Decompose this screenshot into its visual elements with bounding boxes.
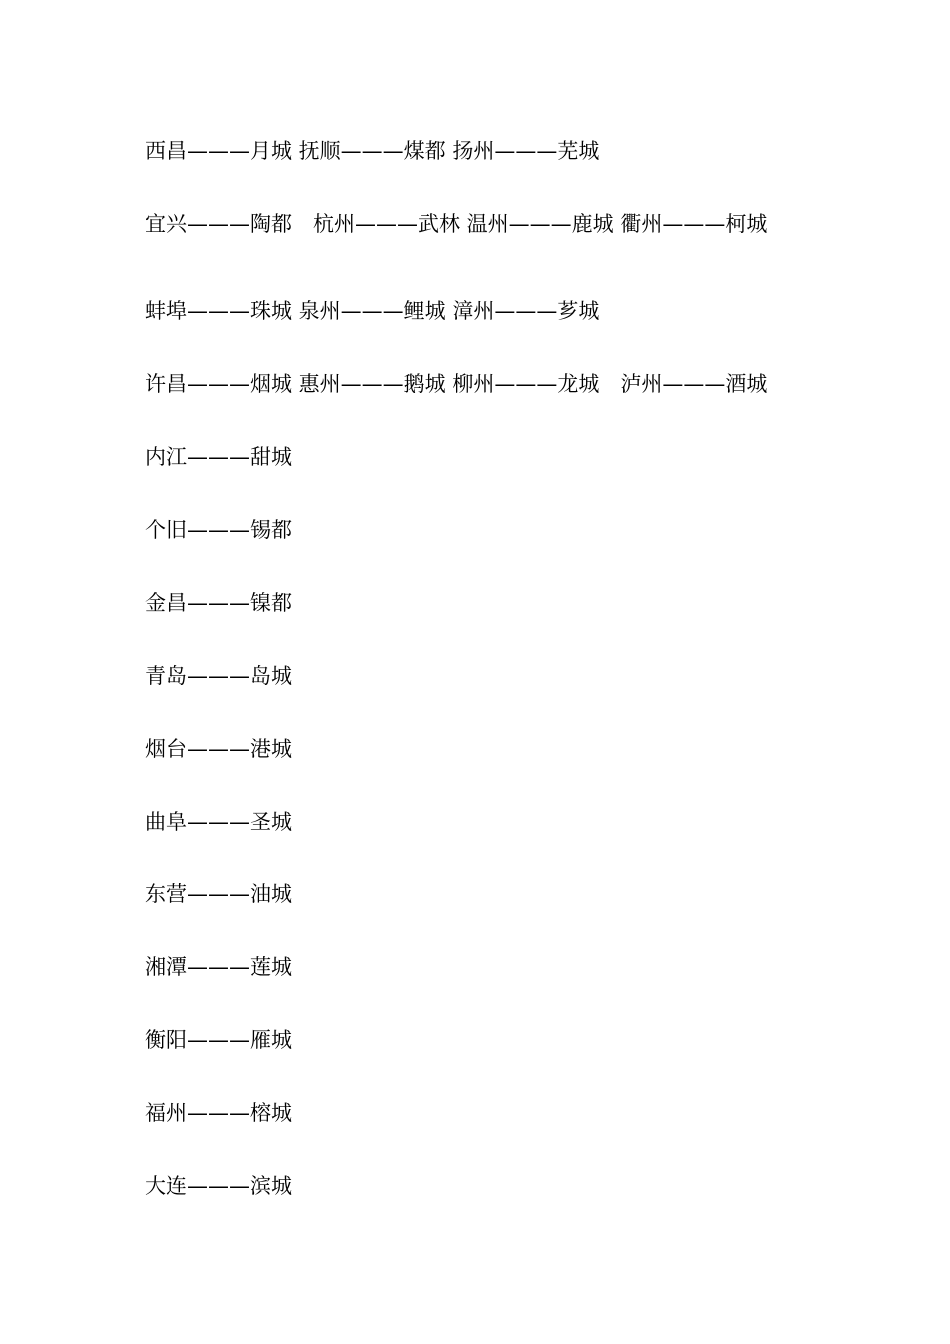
- text-line-13: 衡阳———雁城: [145, 1028, 292, 1052]
- text-line-8: 青岛———岛城: [145, 664, 292, 688]
- text-line-9: 烟台———港城: [145, 737, 292, 761]
- text-line-12: 湘潭———莲城: [145, 955, 292, 979]
- text-line-6: 个旧———锡都: [145, 518, 292, 542]
- text-line-15: 大连———滨城: [145, 1174, 292, 1198]
- text-line-14: 福州———榕城: [145, 1101, 292, 1125]
- text-line-11: 东营———油城: [145, 882, 292, 906]
- text-line-1: 西昌———月城 抚顺———煤都 扬州———芜城: [145, 139, 600, 163]
- text-line-2: 宜兴———陶都 杭州———武林 温州———鹿城 衢州———柯城: [145, 212, 768, 236]
- text-line-10: 曲阜———圣城: [145, 810, 292, 834]
- text-line-3: 蚌埠———珠城 泉州———鲤城 漳州———芗城: [145, 299, 600, 323]
- text-line-7: 金昌———镍都: [145, 591, 292, 615]
- text-line-5: 内江———甜城: [145, 445, 292, 469]
- text-line-4: 许昌———烟城 惠州———鹅城 柳州———龙城 泸州———酒城: [145, 372, 768, 396]
